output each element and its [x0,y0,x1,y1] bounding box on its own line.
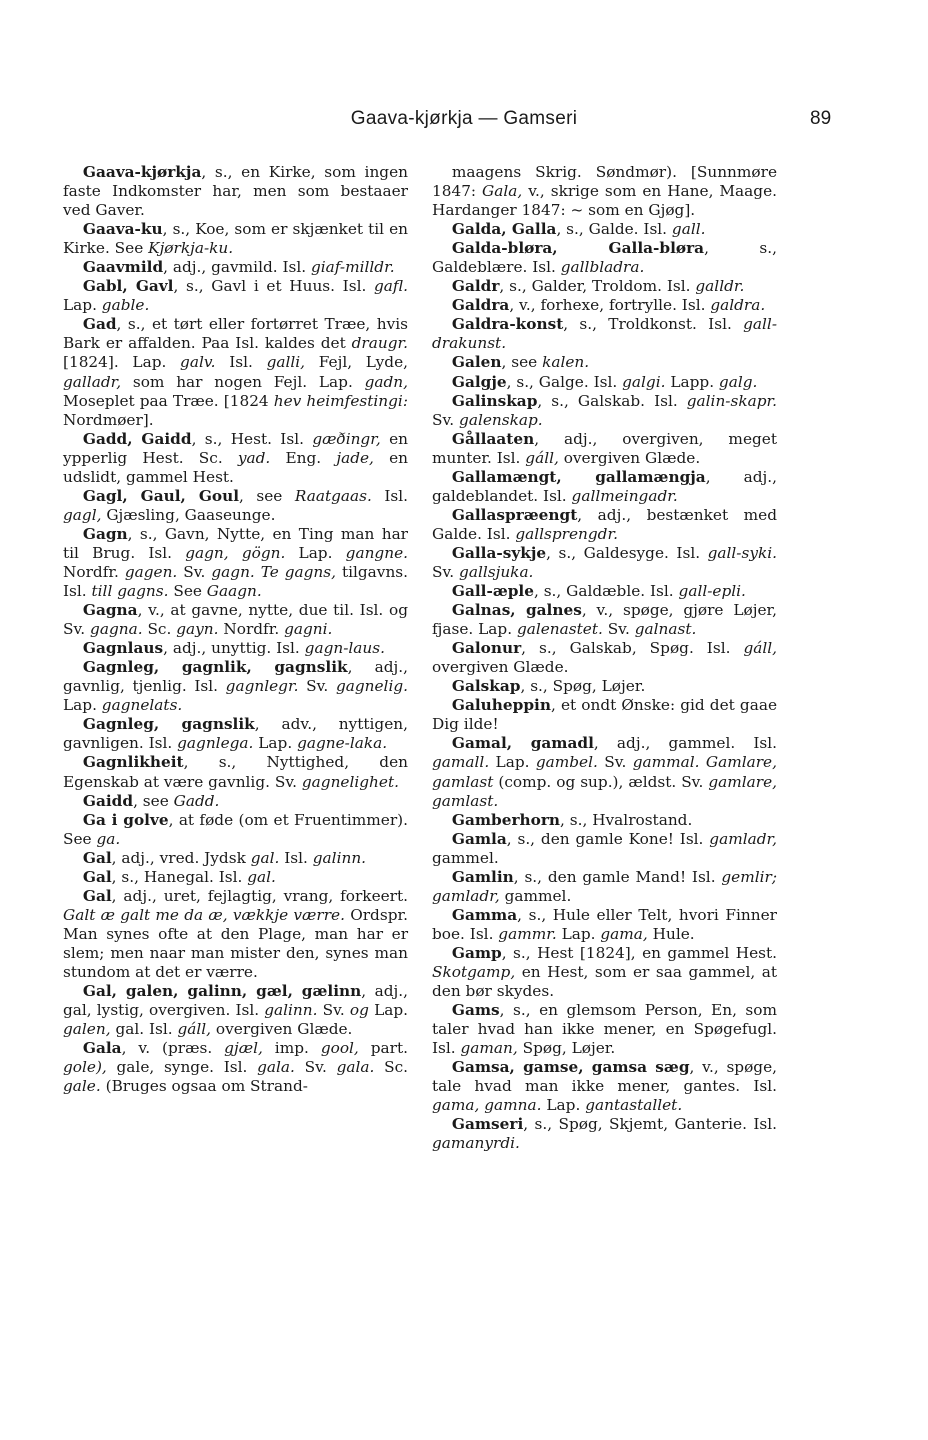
definition-text: , adj., bestænket med Galde. Isl. [432,505,777,543]
italic-term: Gaagn. [206,582,262,601]
headword: Gamlin [451,867,514,886]
definition-text: , s., Galdesyge. Isl. [546,543,708,562]
italic-term: Kjørkja-ku. [148,239,234,258]
dictionary-entry [63,658,408,715]
italic-term: gagni. [284,620,333,639]
dictionary-entry [63,163,408,220]
dictionary-entry [63,868,408,887]
dictionary-entry [432,239,777,277]
definition-text: , adj., gal, lystig, overgiven. Isl. [63,982,408,1020]
italic-term: gal. [247,867,276,886]
headword: Gagnlikheit [82,753,184,772]
definition-text: , s., Hanegal. Isl. [111,867,248,886]
dictionary-entry [63,430,408,487]
italic-term: gallmeingadr. [571,486,678,505]
dictionary-entry [432,296,777,315]
headword: Galdra-konst [451,315,564,334]
dictionary-entry [432,906,777,944]
dictionary-entry [432,696,777,734]
definition-text: Eng. [270,448,337,467]
definition-text: Sv. [317,1001,350,1020]
italic-term: og [349,1001,369,1020]
definition-text: v., skrige som en Hane, Maage. Hardanger 1847: ~ som en Gjøg]. [432,182,778,220]
definition-text: , adj., gammel. Isl. [593,734,777,753]
headword: Gadd, Gaidd [82,429,192,448]
italic-term: gemlir; gamladr, [432,867,777,905]
definition-text: Sv. [294,1058,337,1077]
dictionary-entry [432,639,777,677]
dictionary-entry [432,506,777,544]
definition-text: Sv. [597,753,633,772]
headword: Gamberhorn [451,810,561,829]
definition-text: Sv. [177,562,212,581]
definition-text: , s., Galde. Isl. [556,220,672,239]
definition-text: gal. Isl. [110,1020,178,1039]
dictionary-entry [432,1001,777,1058]
dictionary-entry [432,944,777,1001]
definition-text: Nordmøer]. [63,410,154,429]
italic-term: gale. [63,1077,101,1096]
right-column [432,163,777,1153]
headword: Gal [82,886,112,905]
dictionary-entry [432,430,777,468]
headword: Gamal, gamadl [451,734,594,753]
italic-term: gaman, [460,1039,518,1058]
page-header [0,108,928,138]
headword: Gamsa, gamse, gamsa sæg [451,1058,690,1077]
italic-term: Raatgaas. [294,486,372,505]
italic-term: gallbladra. [560,258,645,277]
definition-text: Lap. [253,734,298,753]
italic-term: gagnelig. [335,677,408,696]
definition-text: Isl. [279,848,313,867]
definition-text: gammel. [432,848,499,867]
definition-text: , s., Hest. Isl. [191,429,313,448]
italic-term: gáll, [525,448,559,467]
italic-term: gayn. [176,620,219,639]
definition-text: part. [358,1039,408,1058]
headword: Gaava-ku [82,220,163,239]
headword: Gagna [82,601,138,620]
italic-term: galladr, [63,372,122,391]
definition-text: , adv., nyttigen, gavnligen. Isl. [63,715,408,753]
definition-text: , adj., unyttig. Isl. [163,639,305,658]
headword: Gal, galen, galinn, gæl, gælinn [82,982,362,1001]
italic-term: gagn-laus. [304,639,385,658]
definition-text: , at føde (om et Fruentimmer). See [63,810,408,848]
definition-text: , v. (præs. [121,1039,225,1058]
italic-term: gool, [320,1039,359,1058]
headword: Gaava-kjørkja [82,163,202,181]
definition-text: , s., Hule eller Telt, hvori Finner boe. Isl. [432,905,777,943]
definition-text: tilgavns. Isl. [63,562,409,601]
headword: Gaavmild [82,258,164,277]
dictionary-entry [63,639,408,658]
definition-text: , adj., gavnlig, tjenlig. Isl. [63,658,408,696]
definition-text: , v., spøge, gjøre Løjer, fjase. Lap. [432,601,777,639]
italic-term: gama, [600,924,648,943]
definition-text: [1824]. Lap. [63,353,181,372]
italic-term: gallsjuka. [459,562,534,581]
definition-text: , s., Spøg, Løjer. [520,677,646,696]
italic-term: gáll, [743,639,777,658]
definition-text: , adj., vred. Jydsk [111,848,251,867]
dictionary-entry [63,487,408,525]
italic-term: galenastet. [516,620,603,639]
definition-text: , s., Spøg, Skjemt, Ganterie. Isl. [523,1115,777,1134]
italic-term: Gala, [482,182,523,201]
definition-text: , s., den gamle Kone! Isl. [506,829,710,848]
italic-term: gall-drakunst. [432,315,777,353]
headword: Gams [451,1001,500,1020]
dictionary-entry [63,982,408,1039]
definition-text: som har nogen Fejl. Lap. [121,372,365,391]
headword: Gamla [451,829,507,848]
definition-text: , s., Nyttighed, den Egenskab at være gavnlig. Sv. [63,753,408,791]
headword: Galnas, galnes [451,601,582,620]
italic-term: Gadd. [173,791,220,810]
headword: Galdr [451,277,500,296]
italic-term: gall-syki. [707,543,777,562]
dictionary-entry [432,830,777,868]
definition-text: Lap. [489,753,536,772]
headword: Galen [451,353,502,372]
italic-term: gagl, [63,505,102,524]
italic-term: galen, [63,1020,111,1039]
definition-text: , s., Koe, som er skjænket til en Kirke. See [63,220,408,258]
definition-text: , see [239,486,295,505]
italic-term: gagnlegr. [225,677,299,696]
definition-text: , v., forhexe, fortrylle. Isl. [509,296,711,315]
definition-text: Lap. [63,296,102,315]
definition-text: , v., spøge, tale hvad man ikke mener, gantes. Isl. [432,1058,777,1096]
italic-term: galenskap. [459,410,543,429]
italic-term: hev heimfestingi: [273,391,408,410]
definition-text: , et ondt Ønske: gid det gaae Dig ilde! [432,696,777,734]
dictionary-entry [432,315,777,353]
italic-term: gangne. [345,543,408,562]
italic-term: yad. [237,448,271,467]
definition-text: , adj., gavmild. Isl. [163,258,311,277]
italic-term: galnast. [634,620,697,639]
dictionary-entry [432,582,777,601]
definition-text: Sv. [432,410,460,429]
definition-text: gale, synge. Isl. [106,1058,258,1077]
page-number: 89 [810,108,832,129]
definition-text: See [168,582,207,601]
dictionary-entry [63,525,408,601]
italic-term: gagnlega. [177,734,254,753]
italic-term: galli, [266,353,306,372]
headword: Gala [82,1039,122,1058]
italic-term: gole), [63,1058,107,1077]
definition-text: , s., en Kirke, som ingen faste Indkomster har, men som bestaaer ved Gaver. [63,163,408,220]
definition-text: , s., Troldkonst. Isl. [563,315,744,334]
dictionary-entry [432,868,777,906]
italic-term: gala. [257,1058,295,1077]
headword: Gaidd [82,791,134,810]
definition-text: Fejl, Lyde, [305,353,408,372]
dictionary-entry [63,811,408,849]
italic-term: gjæl, [224,1039,263,1058]
italic-term: draugr. [351,334,408,353]
dictionary-entry [432,601,777,639]
dictionary-entry [63,258,408,277]
definition-text: , s., Hest [1824], en gammel Hest. [501,943,777,962]
definition-text: , s., Galskab. Isl. [537,391,687,410]
dictionary-entry [63,792,408,811]
definition-text: , adj., uret, fejlagtig, vrang, forkeert. [111,886,408,905]
definition-text: Lap. [556,924,601,943]
left-column [63,163,408,1096]
headword: Galgje [451,372,507,391]
definition-text: , s., Galdeblære. Isl. [432,239,777,277]
dictionary-entry [432,353,777,372]
definition-text: , s., den gamle Mand! Isl. [513,867,722,886]
italic-term: gadn, [364,372,408,391]
italic-term: gammal. Gamlare, gamlast [432,753,777,791]
italic-term: gall-epli. [678,582,746,601]
dictionary-entry [63,715,408,753]
headword: Gabl, Gavl [82,277,174,296]
italic-term: Skotgamp, [432,962,516,981]
definition-text: (comp. og sup.), ældst. Sv. [493,772,709,791]
italic-term: gagna. [90,620,143,639]
definition-text: Sv. [432,562,460,581]
italic-term: gagnelats. [101,696,183,715]
definition-text: , s., Gavn, Nytte, en Ting man har til Brug. Isl. [63,524,408,562]
headword: Galuheppin [451,696,551,715]
definition-text: , adj., galdeblandet. Isl. [432,467,778,505]
italic-term: galgi. [622,372,666,391]
italic-term: gæðingr, [312,429,381,448]
headword: Galinskap [451,391,538,410]
definition-text: (Bruges ogsaa om Strand- [100,1077,308,1096]
dictionary-entry [63,315,408,429]
definition-text: overgiven Glæde. [211,1020,353,1039]
dictionary-entry [432,392,777,430]
italic-term: galinn. [312,848,367,867]
headword: Galda, Galla [451,220,557,239]
italic-term: gamanyrdi. [432,1134,520,1153]
definition-text: Spøg, Løjer. [517,1039,616,1058]
headword: Gagnleg, gagnslik [82,715,255,734]
italic-term: gantastallet. [585,1096,683,1115]
dictionary-entry [63,277,408,315]
headword: Galda-bløra, Galla-bløra [451,239,705,258]
definition-text: maagens Skrig. Søndmør). [Sunnmøre 1847: [432,163,777,201]
running-title: Gaava-kjørkja — Gamseri [350,108,578,129]
dictionary-entry [432,1058,777,1115]
italic-term: giaf-milldr. [311,258,395,277]
italic-term: gal. [250,848,280,867]
definition-text: overgiven Glæde. [432,658,569,677]
dictionary-entry [63,887,408,982]
definition-text: , s., Hvalrostand. [560,810,693,829]
definition-text: Hule. [647,924,695,943]
definition-text: Isl. [371,486,408,505]
definition-text: Lap. [63,696,102,715]
headword: Gamseri [451,1115,524,1134]
italic-term: gagnelighet. [301,772,399,791]
headword: Gagnleg, gagnlik, gagnslik [82,658,348,677]
italic-term: gambel. [535,753,598,772]
definition-text: Isl. [215,353,267,372]
definition-text: , see [501,353,543,372]
italic-term: ga. [96,829,121,848]
italic-term: galldr. [695,277,745,296]
definition-text: Lapp. [665,372,719,391]
dictionary-entry [432,1115,777,1153]
headword: Galdra [451,296,510,315]
definition-text: Lap. [285,543,346,562]
headword: Gallaspræengt [451,505,578,524]
definition-text: gammel. [499,886,572,905]
italic-term: gáll, [177,1020,212,1039]
definition-text: Lap. [541,1096,586,1115]
italic-term: gable. [101,296,150,315]
headword: Gamp [451,943,502,962]
definition-text: Sc. [374,1058,408,1077]
italic-term: gamlare, gamlast. [432,772,777,810]
dictionary-entry [63,753,408,791]
italic-term: gama, gamna. [432,1096,542,1115]
headword: Galla-sykje [451,543,547,562]
definition-text: , s., Galdæble. Isl. [533,582,679,601]
headword: Gall-æple [451,582,534,601]
italic-term: gala. [336,1058,375,1077]
definition-text: Lap. [368,1001,408,1020]
italic-term: gammr. [498,924,557,943]
dictionary-entry [63,849,408,868]
italic-term: gagne-laka. [297,734,388,753]
definition-text: , s., Galder, Troldom. Isl. [499,277,696,296]
italic-term: galdra. [710,296,766,315]
italic-term: gafl. [374,277,408,296]
italic-term: galv. [180,353,216,372]
dictionary-entry [63,220,408,258]
definition-text: Nordfr. [218,620,285,639]
italic-term: galin-skapr. [686,391,777,410]
headword: Ga i golve [82,810,169,829]
headword: Gagnlaus [82,639,164,658]
definition-text: Sc. [142,620,177,639]
italic-term: Galt æ galt me da æ, vækkje værre. [63,905,345,924]
italic-term: till gagns. [91,582,169,601]
dictionary-entry [432,163,777,220]
dictionary-entry [432,677,777,696]
definition-text: , s., Galge. Isl. [506,372,623,391]
headword: Galonur [451,639,522,658]
definition-text: overgiven Glæde. [558,448,701,467]
dictionary-entry [432,734,777,810]
italic-term: kalen. [542,353,590,372]
definition-text: , adj., overgiven, meget munter. Isl. [432,429,777,467]
definition-text: en Hest, som er saa gammel, at den bør skydes. [432,962,777,1001]
definition-text: , s., Gavl i et Huus. Isl. [173,277,375,296]
definition-text: , s., et tørt eller fortørret Træe, hvis Bark er affalden. Paa Isl. kaldes det [63,315,408,353]
dictionary-entry [63,601,408,639]
headword: Gamma [451,905,518,924]
definition-text: Sv. [602,620,635,639]
definition-text: , s., en glemsom Person, En, som taler hvad han ikke mener, en Spøgefugl. Isl. [432,1001,777,1058]
italic-term: galinn. [264,1001,318,1020]
definition-text: , s., Galskab, Spøg. Isl. [521,639,744,658]
dictionary-entry [432,811,777,830]
headword: Gagl, Gaul, Goul [82,486,240,505]
headword: Galskap [451,677,521,696]
headword: Gad [82,315,117,334]
definition-text: Nordfr. [63,562,125,581]
italic-term: gamladr, [709,829,777,848]
headword: Gal [82,867,112,886]
italic-term: gagn, gögn. [185,543,286,562]
definition-text: , see [133,791,174,810]
definition-text: Moseplet paa Træe. [1824 [63,391,274,410]
headword: Gal [82,848,112,867]
definition-text: , v., at gavne, nytte, due til. Isl. og Sv. [63,601,408,639]
italic-term: galg. [718,372,758,391]
headword: Gållaaten [451,429,535,448]
definition-text: Sv. [298,677,336,696]
definition-text: en ypperlig Hest. Sc. [63,429,408,467]
headword: Gagn [82,524,128,543]
italic-term: gagn. Te gagns, [211,562,337,581]
italic-term: gamall. [432,753,490,772]
headword: Gallamængt, gallamængja [451,467,706,486]
dictionary-entry [432,468,777,506]
dictionary-entry [432,373,777,392]
definition-text: imp. [262,1039,321,1058]
dictionary-entry [432,544,777,582]
definition-text: en udslidt, gammel Hest. [63,448,408,486]
dictionary-entry [63,1039,408,1096]
definition-text: Gjæsling, Gaaseunge. [101,505,276,524]
dictionary-entry [432,277,777,296]
dictionary-entry [432,220,777,239]
italic-term: gallsprengdr. [515,524,618,543]
italic-term: jade, [336,448,374,467]
italic-term: gagen. [124,562,178,581]
definition-text: Ordspr. Man synes ofte at den Plage, man har er slem; men naar man mister den, synes man stundom at det er værre. [63,905,408,981]
italic-term: gall. [671,220,706,239]
